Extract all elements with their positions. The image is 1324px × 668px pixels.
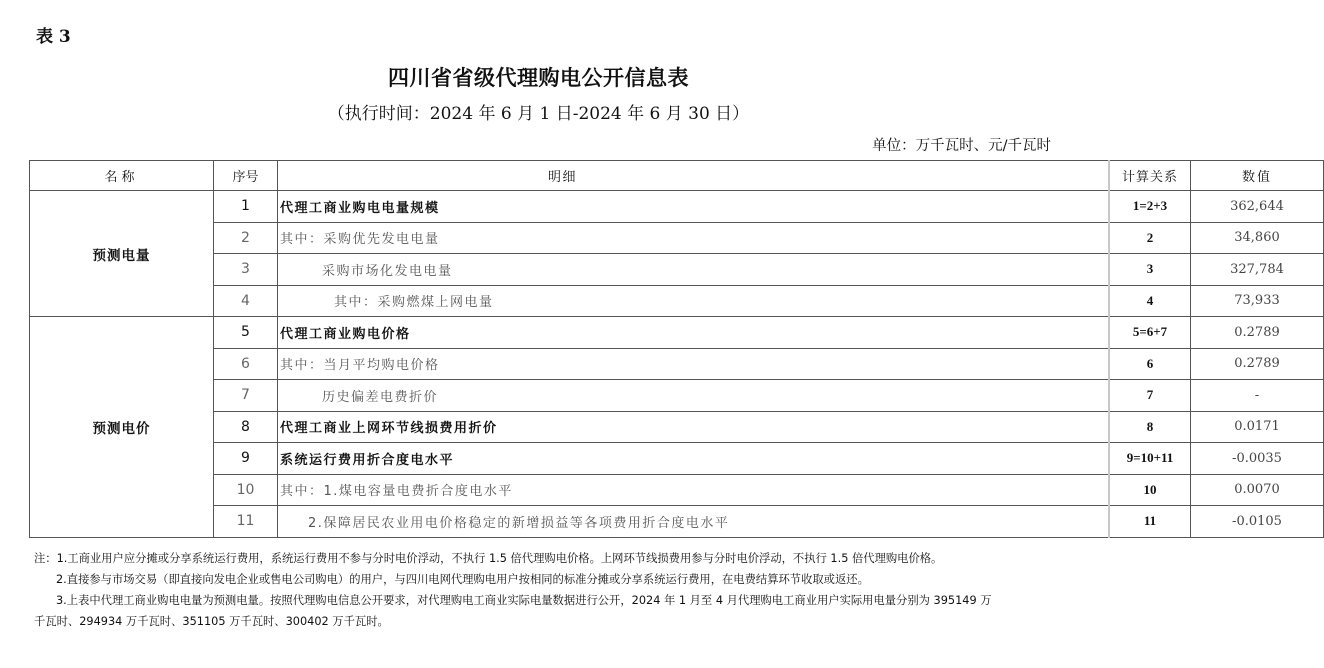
- column-header-name: 名称: [30, 161, 214, 191]
- row-calc: 2: [1109, 222, 1191, 254]
- row-detail: 代理工商业上网环节线损费用折价: [278, 411, 1110, 443]
- page-title: 四川省省级代理购电公开信息表: [388, 65, 689, 90]
- table-row: [30, 443, 1324, 475]
- row-calc: 10: [1109, 474, 1191, 506]
- row-detail: 历史偏差电费折价: [278, 380, 1110, 412]
- unit-label: 单位：万千瓦时、元/千瓦时: [872, 138, 1051, 154]
- table-row: [30, 411, 1324, 443]
- row-value: 327,784: [1191, 254, 1324, 286]
- row-seq: 4: [214, 285, 278, 317]
- row-calc: 6: [1109, 348, 1191, 380]
- row-value: 0.0171: [1191, 411, 1324, 443]
- group-forecast-price: 预测电价: [30, 317, 214, 538]
- column-header-seq: 序号: [214, 161, 278, 191]
- footnote-3-continued: 千瓦时、294934 万千瓦时、351105 万千瓦时、300402 万千瓦时。: [34, 615, 389, 628]
- row-value: 34,860: [1191, 222, 1324, 254]
- footnotes: [34, 548, 1054, 632]
- table-row: [30, 317, 1324, 349]
- row-value: -0.0105: [1191, 506, 1324, 538]
- row-value: 0.0070: [1191, 474, 1324, 506]
- row-detail: 2.保障居民农业用电价格稳定的新增损益等各项费用折合度电水平: [278, 506, 1110, 538]
- table-row: [30, 348, 1324, 380]
- row-detail: 采购市场化发电电量: [278, 254, 1110, 286]
- row-calc: 9=10+11: [1109, 443, 1191, 475]
- table-row: [30, 474, 1324, 506]
- table-row: [30, 506, 1324, 538]
- row-value: 0.2789: [1191, 317, 1324, 349]
- row-detail: 其中：采购燃煤上网电量: [278, 285, 1110, 317]
- table-row: [30, 222, 1324, 254]
- table-row: [30, 285, 1324, 317]
- table-number-label: 表 3: [36, 27, 71, 47]
- column-header-detail: 明细: [278, 161, 1110, 191]
- row-calc: 3: [1109, 254, 1191, 286]
- row-detail: 其中：采购优先发电电量: [278, 222, 1110, 254]
- row-value: -: [1191, 380, 1324, 412]
- column-header-calc: 计算关系: [1109, 161, 1191, 191]
- row-seq: 6: [214, 348, 278, 380]
- row-calc: 4: [1109, 285, 1191, 317]
- row-calc: 1=2+3: [1109, 191, 1191, 223]
- row-seq: 10: [214, 474, 278, 506]
- row-detail: 代理工商业购电电量规模: [278, 191, 1110, 223]
- footnote-3: 3.上表中代理工商业购电电量为预测电量。按照代理购电信息公开要求，对代理购电工商业实际电量数据进行公开，2024 年 1 月至 4 月代理购电工商业用户实际用电量分别为 395149 万: [56, 594, 992, 607]
- row-detail: 其中：1.煤电容量电费折合度电水平: [278, 474, 1110, 506]
- row-calc: 11: [1109, 506, 1191, 538]
- table-row: [30, 380, 1324, 412]
- row-seq: 11: [214, 506, 278, 538]
- row-detail: 其中：当月平均购电价格: [278, 348, 1110, 380]
- row-detail: 代理工商业购电价格: [278, 317, 1110, 349]
- agency-purchase-table: [29, 160, 1324, 538]
- row-seq: 2: [214, 222, 278, 254]
- row-seq: 1: [214, 191, 278, 223]
- group-forecast-volume: 预测电量: [30, 191, 214, 317]
- row-seq: 3: [214, 254, 278, 286]
- row-value: 73,933: [1191, 285, 1324, 317]
- execution-period: （执行时间：2024 年 6 月 1 日-2024 年 6 月 30 日）: [327, 104, 750, 124]
- column-header-value: 数值: [1191, 161, 1324, 191]
- row-detail: 系统运行费用折合度电水平: [278, 443, 1110, 475]
- row-calc: 5=6+7: [1109, 317, 1191, 349]
- row-seq: 8: [214, 411, 278, 443]
- row-value: 362,644: [1191, 191, 1324, 223]
- row-value: -0.0035: [1191, 443, 1324, 475]
- row-seq: 7: [214, 380, 278, 412]
- table-header-row: [30, 161, 1324, 191]
- row-calc: 8: [1109, 411, 1191, 443]
- row-calc: 7: [1109, 380, 1191, 412]
- table-row: [30, 254, 1324, 286]
- row-seq: 9: [214, 443, 278, 475]
- row-value: 0.2789: [1191, 348, 1324, 380]
- table-row: [30, 191, 1324, 223]
- row-seq: 5: [214, 317, 278, 349]
- footnote-1: 注：1.工商业用户应分摊或分享系统运行费用，系统运行费用不参与分时电价浮动，不执行 1.5 倍代理购电价格。上网环节线损费用参与分时电价浮动，不执行 1.5 倍代理购电价格。: [34, 552, 943, 565]
- footnote-2: 2.直接参与市场交易（即直接向发电企业或售电公司购电）的用户，与四川电网代理购电用户按相同的标准分摊或分享系统运行费用，在电费结算环节收取或返还。: [56, 573, 869, 586]
